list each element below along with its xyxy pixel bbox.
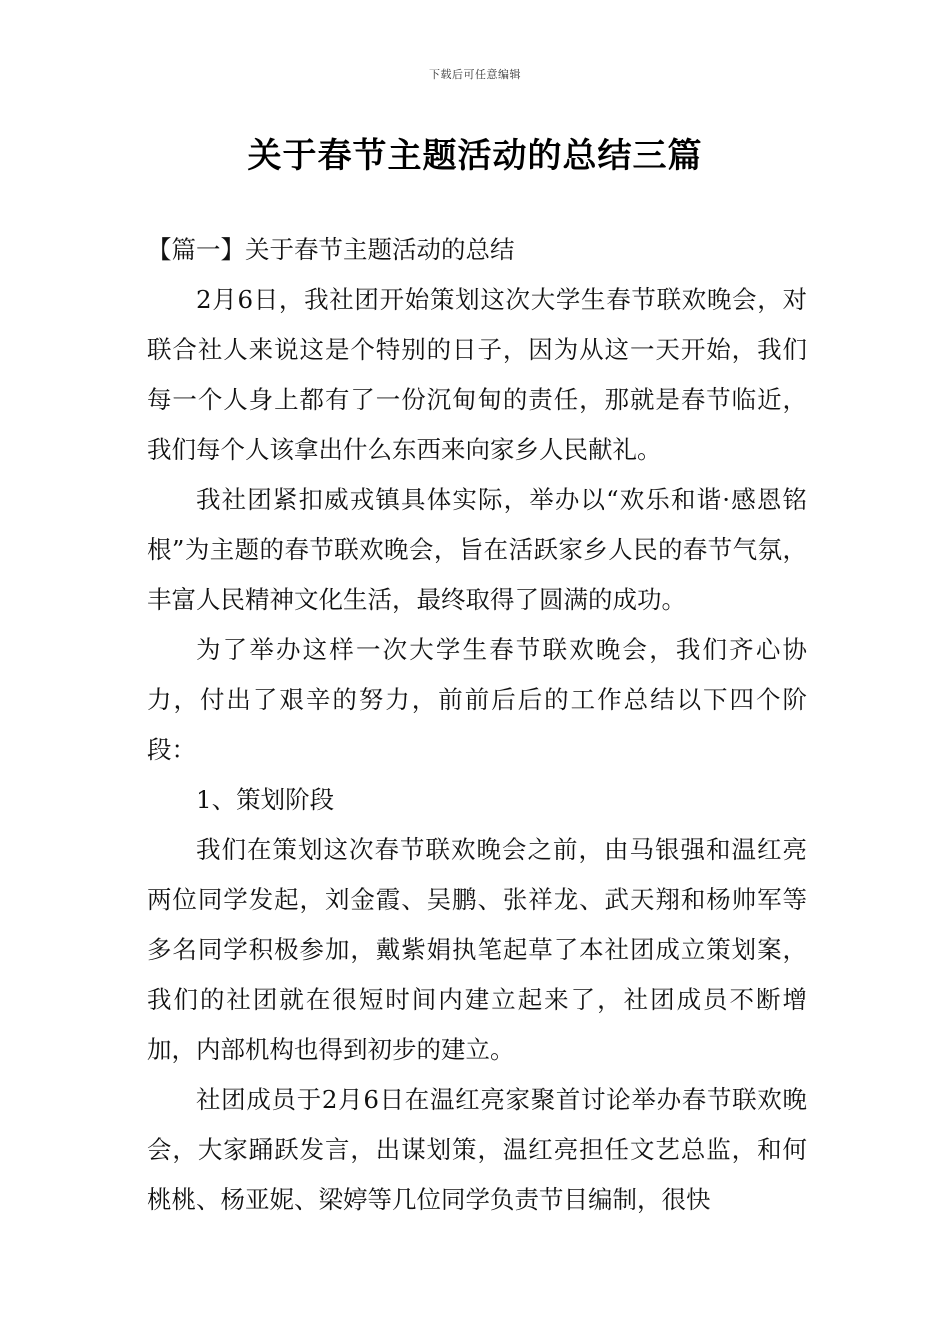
header-note: 下载后可任意编辑	[429, 68, 521, 81]
document-title: 关于春节主题活动的总结三篇	[247, 136, 703, 176]
paragraph: 2月6日，我社团开始策划这次大学生春节联欢晚会，对联合社人来说这是个特别的日子，因为从这一天开始，我们每一个人身上都有了一份沉甸甸的责任，那就是春节临近，我们每个人该拿出什么东西来向家乡人民献礼。	[147, 285, 807, 464]
document-body	[147, 225, 807, 1225]
section-heading: 【篇一】关于春节主题活动的总结	[147, 235, 515, 264]
paragraph: 我们在策划这次春节联欢晚会之前，由马银强和温红亮两位同学发起，刘金霞、吴鹏、张祥龙、武天翔和杨帅军等多名同学积极参加，戴紫娟执笔起草了本社团成立策划案，我们的社团就在很短时间内建立起来了，社团成员不断增加，内部机构也得到初步的建立。	[147, 835, 807, 1064]
paragraph: 为了举办这样一次大学生春节联欢晚会，我们齐心协力，付出了艰辛的努力，前前后后的工作总结以下四个阶段：	[147, 635, 807, 764]
paragraph: 社团成员于2月6日在温红亮家聚首讨论举办春节联欢晚会，大家踊跃发言，出谋划策，温红亮担任文艺总监，和何桃桃、杨亚妮、梁婷等几位同学负责节目编制，很快	[147, 1085, 807, 1214]
paragraph: 我社团紧扣威戎镇具体实际，举办以“欢乐和谐·感恩铭根”为主题的春节联欢晚会，旨在活跃家乡人民的春节气氛，丰富人民精神文化生活，最终取得了圆满的成功。	[147, 485, 807, 614]
stage-heading: 1、策划阶段	[196, 785, 335, 814]
